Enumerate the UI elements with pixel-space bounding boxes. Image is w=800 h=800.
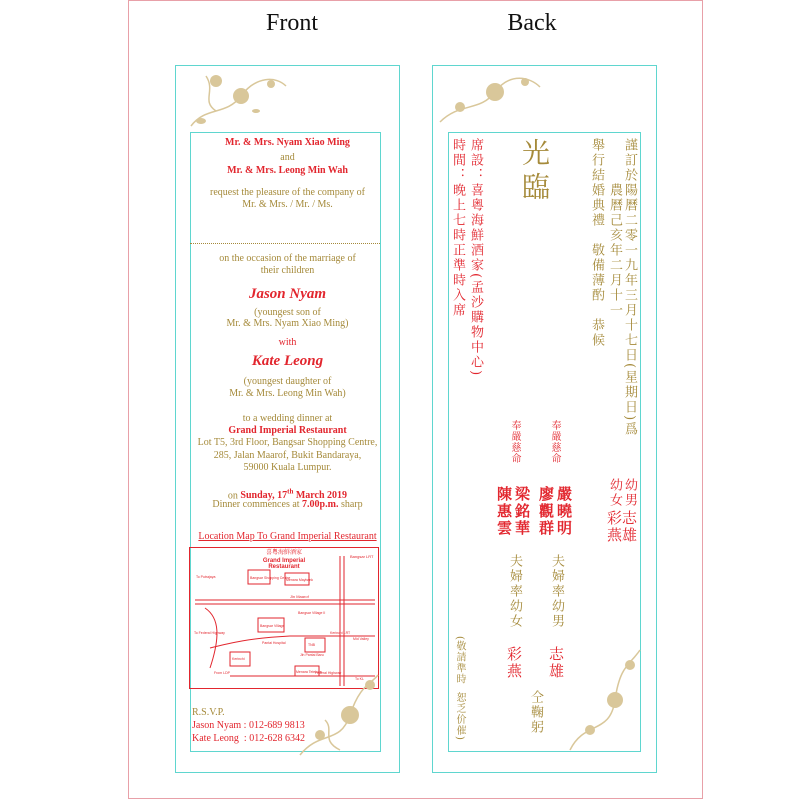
back-heading: Back [507, 10, 557, 36]
map-label: Jln Maarof [290, 594, 309, 599]
bride-child: 彩燕 [505, 646, 523, 680]
address-line3: 59000 Kuala Lumpur. [243, 462, 332, 473]
dinner-intro: to a wedding dinner at [242, 413, 333, 424]
map-label: Federal Highway [315, 671, 342, 675]
bride-cn-name: 彩燕 [605, 510, 623, 544]
time-col: 時間：晚上七時正準時入席 [450, 138, 465, 318]
floral-ornament-icon [565, 640, 645, 755]
rsvp-kate: Kate Leong : 012-628 6342 [192, 733, 306, 744]
bride-parent-mark: 奉嚴慈命 [509, 420, 520, 464]
invite-col1: 謹訂於陽曆二零一九年三月十七日(星期日)爲 [622, 138, 637, 438]
and-text: and [280, 152, 295, 163]
map-label: TNB [308, 643, 315, 647]
groom-label: 幼男 [622, 478, 637, 508]
map-label: Kerinchi [232, 657, 245, 661]
groom-mother: 廖觀群 [537, 486, 555, 537]
dotted-divider [190, 243, 380, 244]
invite-col1b: 農曆己亥年二月十一 [607, 183, 622, 318]
dinner-time: Dinner commences at 7.00p.m. sharp [212, 499, 363, 510]
groom-cn-name: 志雄 [620, 510, 638, 544]
occasion-line1: on the occasion of the marriage of [219, 253, 356, 264]
groom-desc2: Mr. & Mrs. Nyam Xiao Ming) [226, 318, 349, 329]
map-title-en2: Restaurant [268, 564, 300, 570]
groom-parent-mark: 奉嚴慈命 [549, 420, 560, 464]
with-text: with [278, 337, 297, 348]
hosts-line2: Mr. & Mrs. Leong Min Wah [227, 165, 348, 176]
request-line1: request the pleasure of the company of [210, 187, 365, 198]
note-line1: (敬請準時 [454, 636, 465, 685]
map-label: To Putrajaya [196, 575, 216, 579]
map-link[interactable]: Location Map To Grand Imperial Restaurant [198, 531, 377, 542]
rsvp-jason: Jason Nyam : 012-689 9813 [192, 720, 305, 731]
map-label: Bangsar Village [260, 624, 285, 628]
front-heading: Front [265, 10, 318, 36]
note-line2: 恕乏价催) [454, 692, 465, 741]
request-line2: Mr. & Mrs. / Mr. / Ms. [242, 199, 333, 210]
occasion-line2: their children [260, 265, 315, 276]
groom-desc1: (youngest son of [254, 307, 321, 318]
bride-mother: 陳惠雲 [495, 486, 513, 537]
floral-ornament-icon [186, 66, 296, 136]
map-title-en1: Grand Imperial [262, 558, 306, 564]
bride-name: Kate Leong [251, 353, 324, 369]
venue-name: Grand Imperial Restaurant [228, 425, 347, 436]
map-label: To KL [355, 677, 364, 681]
bow-text: 仝鞠躬 [528, 690, 543, 735]
groom-name: Jason Nyam [248, 286, 327, 302]
bride-father: 梁銘華 [513, 486, 531, 537]
bride-desc1: (youngest daughter of [243, 376, 332, 387]
groom-lead: 夫婦率幼男 [549, 554, 564, 629]
map-label: Mid Valley [353, 637, 369, 641]
map-label: Pantai Hospital [262, 641, 286, 645]
floral-ornament-icon [290, 660, 380, 760]
bride-lead: 夫婦率幼女 [507, 554, 522, 629]
map-label: Bangsar LRT [350, 554, 374, 559]
invite-col2: 舉行結婚典禮 敬備薄酌 恭候 [589, 138, 604, 348]
guang-char: 光臨 [518, 138, 551, 206]
address-line2: 285, Jalan Maarof, Bukit Bandaraya, [213, 450, 362, 461]
hosts-line1: Mr. & Mrs. Nyam Xiao Ming [225, 137, 350, 148]
event-date: on Sunday, 17th March 2019 [227, 488, 348, 502]
map-label: Menara Telekom [296, 670, 322, 674]
venue-col: 席設：喜粵海鮮酒家(孟沙購物中心) [468, 138, 483, 378]
groom-father: 嚴曉明 [555, 486, 573, 537]
bride-desc2: Mr. & Mrs. Leong Min Wah) [229, 388, 346, 399]
floral-ornament-icon [435, 67, 545, 132]
groom-child: 志雄 [547, 646, 565, 680]
map-label: From LDP [214, 671, 230, 675]
map-label: Bangsar Village II [298, 611, 326, 615]
map-label: Menara Maybank [286, 578, 314, 582]
map-label: To Federal Highway [194, 631, 225, 635]
map-title-cn: 喜粵海鮮酒家 [265, 550, 303, 556]
map-label: Jln Pantai Baru [300, 653, 324, 657]
bride-label: 幼女 [607, 478, 622, 508]
address-line1: Lot T5, 3rd Floor, Bangsar Shopping Centre, [197, 437, 378, 448]
map-label: Bangsar Shopping Centre [250, 576, 291, 580]
map-label: Kerinchi LRT [330, 631, 351, 635]
rsvp-title: R.S.V.P. [192, 707, 225, 718]
